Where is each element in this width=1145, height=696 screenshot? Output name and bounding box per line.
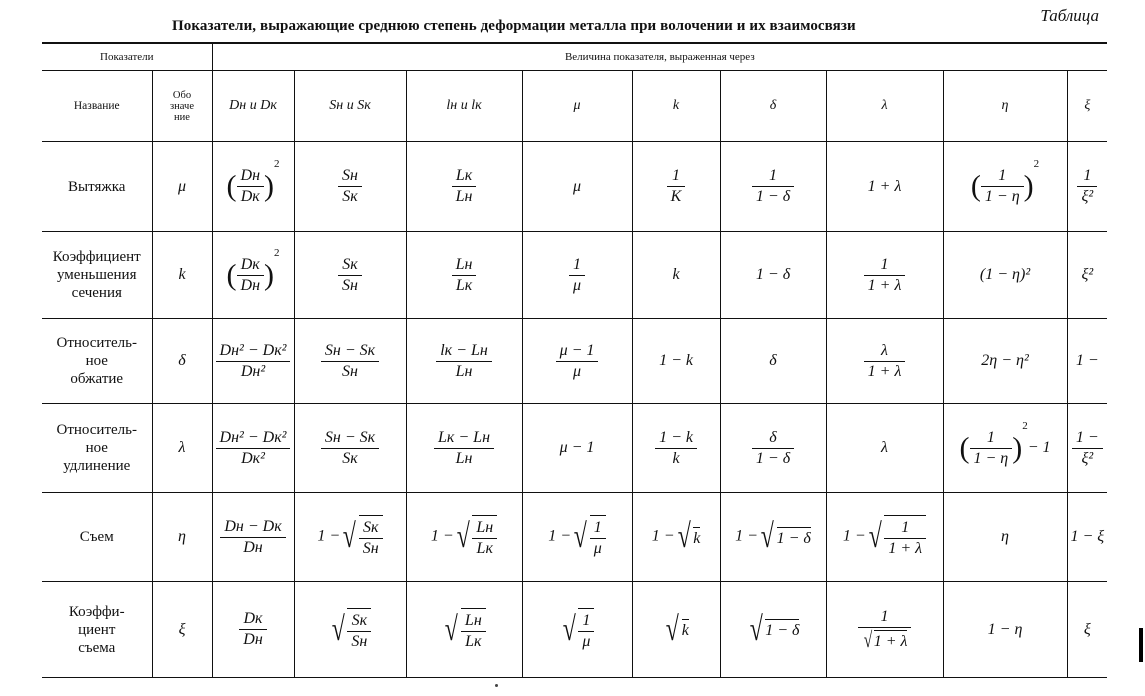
formula-cell: ( Dк Dн )$^2$ [212,232,294,319]
formula-cell: 1 − η [943,582,1067,678]
header-group-indicators: Показатели [42,43,212,71]
formula-cell: k [632,232,720,319]
formula-cell: ξ [1067,582,1107,678]
formula-cell: Sк Sн [294,232,406,319]
formula-cell: δ [720,319,826,404]
formula-cell: ( Dн Dк )$^2$ [212,142,294,232]
formula-cell: lк − Lн Lн [406,319,522,404]
formula-cell: Dн² − Dк² Dн² [212,319,294,404]
formula-cell: 1 − δ [720,232,826,319]
deformation-table [42,42,1107,678]
header-col-s: Sн и Sк [294,71,406,142]
row-symbol: η [152,493,212,582]
formula-cell: $\frac{1}{K}$ [632,142,720,232]
formula-cell: 1 − √ k [632,493,720,582]
formula-cell: 1 − √ $\frac{1}{\mu}$ [522,493,632,582]
header-name: Название [42,71,152,142]
formula-cell: 1 − √ Sк Sн [294,493,406,582]
formula-cell: Sн Sк [294,142,406,232]
formula-cell: Dн − Dк Dн [212,493,294,582]
formula-cell: $\frac{\delta}{1 - \delta}$ [720,404,826,493]
row-name: Относитель- ное обжатие [42,319,152,404]
header-col-k: k [632,71,720,142]
header-col-eta: η [943,71,1067,142]
row-symbol: k [152,232,212,319]
table-caption [0,2,1145,38]
formula-cell: Lк − Lн Lн [406,404,522,493]
formula-cell: √ $\frac{1}{\mu}$ [522,582,632,678]
formula-cell: √ Lн Lк [406,582,522,678]
scan-edge-mark [1139,628,1143,662]
header-symbol-line: ние [174,111,190,123]
formula-cell: $\frac{1}{1 - \delta}$ [720,142,826,232]
table-row [42,232,1107,319]
table-row [42,582,1107,678]
header-col-mu: μ [522,71,632,142]
row-symbol: λ [152,404,212,493]
formula-cell: Lн Lк [406,232,522,319]
formula-cell: η [943,493,1067,582]
formula-cell: Dк Dн [212,582,294,678]
formula-cell: λ [826,404,943,493]
formula-cell: $\frac{\lambda}{1 + \lambda}$ [826,319,943,404]
row-name: Съем [42,493,152,582]
formula-cell: 1 − [1067,319,1107,404]
formula-cell: μ [522,142,632,232]
table-row [42,142,1107,232]
table-label: Таблица [1040,6,1099,25]
header-col-delta: δ [720,71,826,142]
row-name: Коэффициент уменьшения сечения [42,232,152,319]
formula-cell: $\frac{\mu - 1}{\mu}$ [522,319,632,404]
formula-cell: √ Sк Sн [294,582,406,678]
formula-cell: ξ² [1067,232,1107,319]
formula-cell: 1 − √ 1 − δ [720,493,826,582]
table-row [42,493,1107,582]
header-col-d: Dн и Dк [212,71,294,142]
table-title: Показатели, выражающие среднюю степень деформации металла при волочении и их взаимосвязи [172,18,856,34]
formula-cell: $\frac{1 - k}{k}$ [632,404,720,493]
formula-cell: 1 + λ [826,142,943,232]
formula-cell: √ k [632,582,720,678]
header-col-xi: ξ [1067,71,1107,142]
formula-cell: $\frac{1 -}{\text{ξ²}}$ [1067,404,1107,493]
row-name: Коэффи- циент съема [42,582,152,678]
formula-cell: $\frac{1}{\text{ξ²}}$ [1067,142,1107,232]
formula-cell: $\frac{1}{1 + \lambda}$ [826,232,943,319]
formula-cell: $\frac{1}{\mu}$ [522,232,632,319]
formula-cell: Sн − Sк Sк [294,404,406,493]
formula-cell: ( $\frac{1}{1 - \eta}$ )$^2$− 1 [943,404,1067,493]
row-symbol: ξ [152,582,212,678]
formula-cell: Dн² − Dк² Dк² [212,404,294,493]
formula-cell: 1 √ 1 + λ [826,582,943,678]
table-row [42,319,1107,404]
row-symbol: δ [152,319,212,404]
formula-cell: 1 − √ $\frac{1}{1 + \lambda}$ [826,493,943,582]
formula-cell: 1 − ξ [1067,493,1107,582]
header-symbol-line: значе [170,100,194,112]
formula-cell: μ − 1 [522,404,632,493]
header-symbol [152,71,212,142]
header-col-lambda: λ [826,71,943,142]
formula-cell: ( $\frac{1}{1 - \eta}$ )$^2$ [943,142,1067,232]
row-name: Относитель- ное удлинение [42,404,152,493]
formula-cell: Sн − Sк Sн [294,319,406,404]
formula-cell: 2η − η² [943,319,1067,404]
scan-dot [495,684,498,687]
table-row [42,404,1107,493]
header-symbol-line: Обо [172,89,192,101]
header-col-l: lн и lк [406,71,522,142]
formula-cell: 1 − √ Lн Lк [406,493,522,582]
formula-cell: Lк Lн [406,142,522,232]
row-symbol: μ [152,142,212,232]
formula-cell: (1 − η)² [943,232,1067,319]
formula-cell: √ 1 − δ [720,582,826,678]
header-group-values: Величина показателя, выраженная через [212,43,1107,71]
row-name: Вытяжка [42,142,152,232]
formula-cell: 1 − k [632,319,720,404]
